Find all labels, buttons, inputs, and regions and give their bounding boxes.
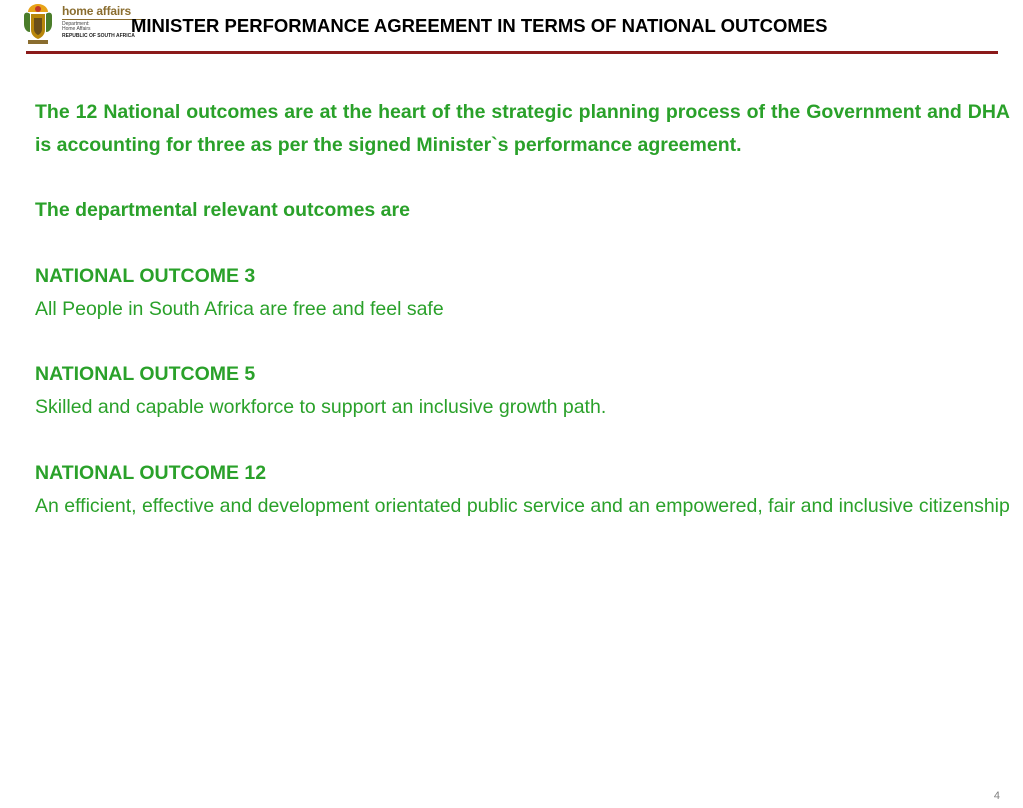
coat-of-arms-icon — [18, 2, 58, 46]
outcome-description: Skilled and capable workforce to support an inclusive growth path. — [35, 396, 607, 419]
relevant-outcomes-heading: The departmental relevant outcomes are — [35, 199, 410, 222]
page-number: 4 — [993, 790, 1000, 802]
slide-content — [35, 96, 1010, 522]
logo-wordmark: home affairs — [62, 4, 131, 18]
intro-paragraph: The 12 National outcomes are at the heart of the strategic planning process of the Government and DHA is accounting for three as per the signed Minister`s performance agreement. — [35, 101, 1010, 156]
outcome-heading: NATIONAL OUTCOME 12 — [35, 461, 267, 484]
logo-department-line1: Department: — [62, 21, 90, 27]
spacer — [35, 424, 1010, 457]
outcome-heading: NATIONAL OUTCOME 3 — [35, 264, 256, 287]
spacer — [35, 227, 1010, 260]
spacer — [35, 162, 1010, 195]
outcome-description: All People in South Africa are free and feel safe — [35, 297, 444, 320]
header-divider — [26, 51, 998, 54]
outcome-heading: NATIONAL OUTCOME 5 — [35, 363, 256, 386]
outcome-description: An efficient, effective and development orientated public service and an empowered, fair and inclusive citizenship — [35, 494, 1010, 517]
logo-department-line2: Home Affairs — [62, 26, 91, 33]
page-title: MINISTER PERFORMANCE AGREEMENT IN TERMS OF NATIONAL OUTCOMES — [131, 15, 828, 36]
logo-department — [62, 22, 91, 32]
home-affairs-logo — [18, 2, 148, 46]
spacer — [35, 326, 1010, 359]
logo-country: REPUBLIC OF SOUTH AFRICA — [62, 33, 135, 39]
